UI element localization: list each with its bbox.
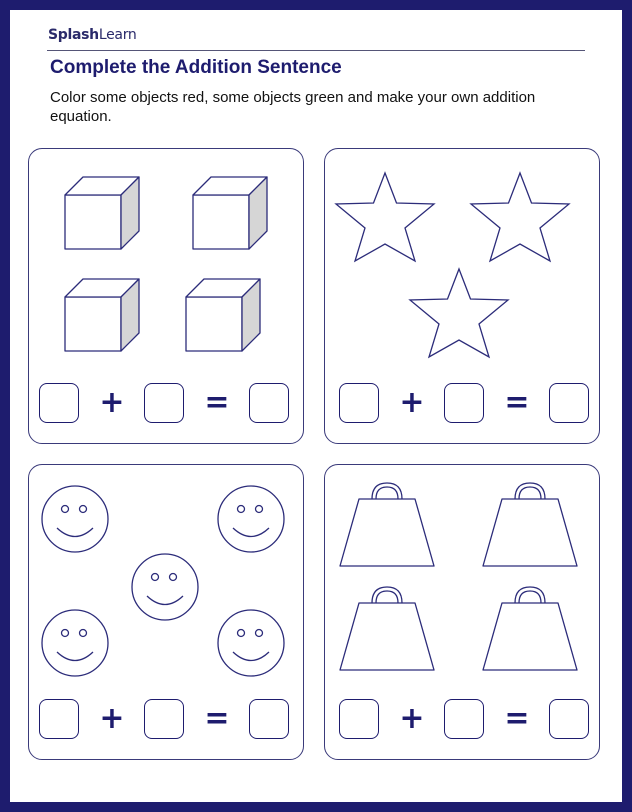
panel-bags (324, 464, 600, 760)
equals-sign: = (204, 701, 230, 736)
equation-row (325, 383, 599, 443)
shopping-bag-icon (340, 483, 434, 566)
answer-box-1[interactable] (339, 699, 379, 739)
cube-icon (65, 177, 139, 249)
answer-box-2[interactable] (144, 383, 184, 423)
answer-box-1[interactable] (339, 383, 379, 423)
equation-row (325, 699, 599, 759)
panel-cubes (28, 148, 304, 444)
equation-row (29, 383, 303, 443)
answer-box-2[interactable] (444, 699, 484, 739)
plus-sign: + (99, 701, 125, 736)
brand-bold: Splash (48, 27, 99, 43)
equals-sign: = (204, 385, 230, 420)
star-icon (471, 173, 569, 261)
cube-icon (65, 279, 139, 351)
shopping-bag-icon (340, 587, 434, 670)
plus-sign: + (399, 385, 425, 420)
smiley-face-icon (218, 486, 284, 552)
bags-group (325, 465, 601, 701)
instructions-text: Color some objects red, some objects green and make your own addition equation. (50, 89, 536, 125)
panel-stars (324, 148, 600, 444)
answer-box-1[interactable] (39, 383, 79, 423)
answer-box-2[interactable] (444, 383, 484, 423)
equation-row (29, 699, 303, 759)
answer-box-sum[interactable] (249, 699, 289, 739)
answer-box-sum[interactable] (549, 699, 589, 739)
smileys-group (29, 465, 305, 701)
smiley-face-icon (132, 554, 198, 620)
smiley-face-icon (42, 486, 108, 552)
equals-sign: = (504, 385, 530, 420)
cubes-group (29, 149, 305, 385)
cube-icon (186, 279, 260, 351)
answer-box-sum[interactable] (549, 383, 589, 423)
stars-group (325, 149, 601, 385)
answer-box-1[interactable] (39, 699, 79, 739)
plus-sign: + (99, 385, 125, 420)
panel-smileys (28, 464, 304, 760)
shopping-bag-icon (483, 587, 577, 670)
star-icon (336, 173, 434, 261)
smiley-face-icon (218, 610, 284, 676)
plus-sign: + (399, 701, 425, 736)
worksheet-page (10, 10, 622, 802)
brand-light: Learn (98, 27, 137, 43)
answer-box-sum[interactable] (249, 383, 289, 423)
smiley-face-icon (42, 610, 108, 676)
star-icon (410, 269, 508, 357)
header-divider (47, 50, 585, 51)
shopping-bag-icon (483, 483, 577, 566)
page-title: Complete the Addition Sentence (50, 57, 342, 78)
equals-sign: = (504, 701, 530, 736)
cube-icon (193, 177, 267, 249)
answer-box-2[interactable] (144, 699, 184, 739)
splashlearn-logo (48, 27, 137, 43)
